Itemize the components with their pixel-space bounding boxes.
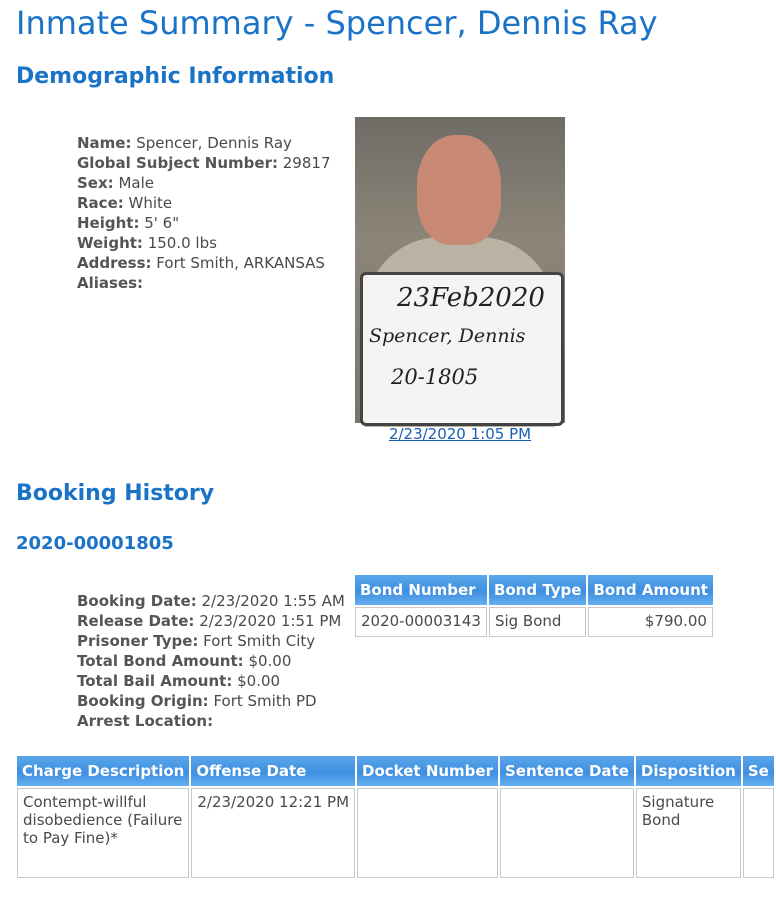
weight-field: Weight: 150.0 lbs <box>77 234 217 252</box>
booking-number: 2020-00001805 <box>16 533 174 554</box>
booking-origin-field: Booking Origin: Fort Smith PD <box>77 692 317 710</box>
total-bond-amount-field: Total Bond Amount: $0.00 <box>77 652 292 670</box>
placard-date: 23Feb2020 <box>397 283 545 313</box>
sentence-date-cell <box>500 788 634 878</box>
name-field: Name: Spencer, Dennis Ray <box>77 134 292 152</box>
demographic-info <box>77 133 330 293</box>
sentence-cell-truncated <box>743 788 774 878</box>
offense-date-cell: 2/23/2020 12:21 PM <box>191 788 355 878</box>
bond-type-header[interactable]: Bond Type <box>489 575 587 605</box>
docket-number-cell <box>357 788 498 878</box>
bond-table <box>353 573 715 639</box>
sentence-date-header[interactable]: Sentence Date <box>500 756 634 786</box>
release-date-field: Release Date: 2/23/2020 1:51 PM <box>77 612 342 630</box>
aliases-field: Aliases: <box>77 274 144 292</box>
bond-table-header <box>355 575 713 605</box>
charge-table-header <box>17 756 774 786</box>
page-title: Inmate Summary - Spencer, Dennis Ray <box>16 4 658 42</box>
disposition-cell: Signature Bond <box>636 788 741 878</box>
arrest-location-field: Arrest Location: <box>77 712 214 730</box>
booking-date-field: Booking Date: 2/23/2020 1:55 AM <box>77 592 345 610</box>
sex-field: Sex: Male <box>77 174 154 192</box>
bond-amount-cell: $790.00 <box>588 607 712 637</box>
bond-amount-header[interactable]: Bond Amount <box>588 575 712 605</box>
demographic-heading: Demographic Information <box>16 64 335 89</box>
total-bail-amount-field: Total Bail Amount: $0.00 <box>77 672 281 690</box>
placard-number: 20-1805 <box>391 365 479 389</box>
bond-number-header[interactable]: Bond Number <box>355 575 487 605</box>
race-field: Race: White <box>77 194 173 212</box>
prisoner-type-field: Prisoner Type: Fort Smith City <box>77 632 316 650</box>
charge-table <box>15 754 776 880</box>
photo-date-link[interactable]: 2/23/2020 1:05 PM <box>388 425 532 443</box>
booking-history-heading: Booking History <box>16 481 215 506</box>
sentence-header-truncated[interactable]: Se <box>743 756 774 786</box>
bond-number-cell: 2020-00003143 <box>355 607 487 637</box>
booking-info <box>77 591 345 731</box>
docket-number-header[interactable]: Docket Number <box>357 756 498 786</box>
mugshot-placard <box>360 272 564 426</box>
global-subject-number-field: Global Subject Number: 29817 <box>77 154 331 172</box>
offense-date-header[interactable]: Offense Date <box>191 756 355 786</box>
height-field: Height: 5' 6" <box>77 214 180 232</box>
charge-description-cell: Contempt-willful disobedience (Failure to Pay Fine)* <box>17 788 189 878</box>
table-row <box>355 607 713 637</box>
charge-description-header[interactable]: Charge Description <box>17 756 189 786</box>
mugshot-photo[interactable] <box>355 117 565 423</box>
bond-type-cell: Sig Bond <box>489 607 587 637</box>
placard-name: Spencer, Dennis <box>369 325 526 347</box>
disposition-header[interactable]: Disposition <box>636 756 741 786</box>
address-field: Address: Fort Smith, ARKANSAS <box>77 254 325 272</box>
table-row <box>17 788 774 878</box>
mugshot-head <box>417 135 501 245</box>
